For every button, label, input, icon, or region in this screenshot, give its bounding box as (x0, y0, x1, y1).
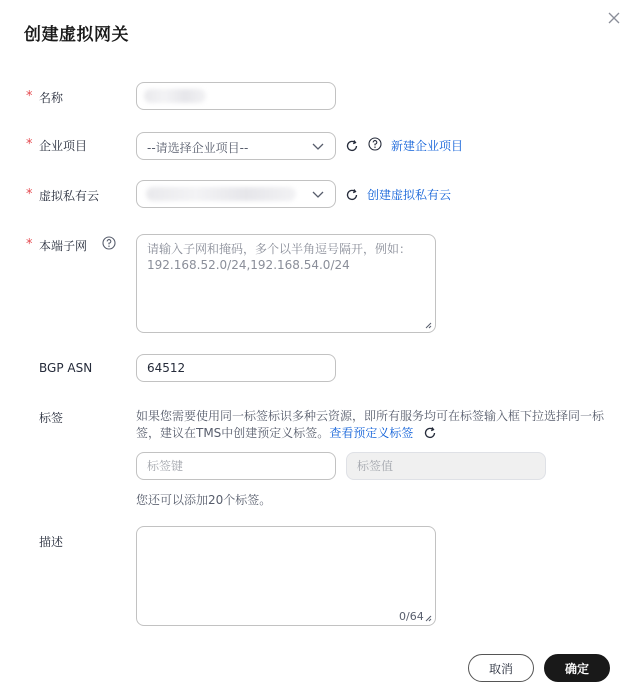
chevron-down-icon (311, 187, 325, 201)
required-mark: * (26, 237, 33, 252)
vpc-value-redacted (146, 187, 296, 201)
tags-remaining-text: 您还可以添加20个标签。 (136, 493, 272, 507)
name-label: 名称 (39, 91, 64, 105)
tag-key-input[interactable] (136, 452, 336, 480)
enterprise-project-selected: --请选择企业项目-- (147, 141, 249, 155)
confirm-button[interactable]: 确定 (544, 654, 610, 682)
view-predefined-tags-link[interactable]: 查看预定义标签 (329, 426, 414, 440)
refresh-icon[interactable] (423, 426, 437, 440)
bgp-asn-input[interactable] (136, 354, 336, 382)
refresh-icon[interactable] (345, 139, 359, 153)
tags-hint-text: 如果您需要使用同一标签标识多种云资源，即所有服务均可在标签输入框下拉选择同一标签，建议在TMS中创建预定义标签。 (136, 409, 605, 440)
description-char-counter: 0/64 (399, 610, 424, 623)
help-icon[interactable] (102, 236, 116, 250)
cancel-button[interactable]: 取消 (468, 654, 534, 682)
local-subnet-textarea[interactable] (136, 234, 436, 333)
resize-handle-icon[interactable] (424, 321, 432, 329)
tag-value-input[interactable] (346, 452, 546, 480)
description-label: 描述 (39, 535, 64, 549)
refresh-icon[interactable] (345, 188, 359, 202)
create-vpc-link[interactable]: 创建虚拟私有云 (367, 188, 452, 202)
local-subnet-label: 本端子网 (39, 239, 88, 253)
name-value-redacted (144, 89, 206, 103)
tags-label: 标签 (39, 411, 64, 425)
bgp-asn-label: BGP ASN (39, 361, 93, 375)
vpc-label: 虚拟私有云 (39, 189, 100, 203)
required-mark: * (26, 187, 33, 202)
required-mark: * (26, 89, 33, 104)
help-icon[interactable] (368, 137, 382, 151)
chevron-down-icon (311, 139, 325, 153)
dialog-title: 创建虚拟网关 (24, 25, 129, 45)
enterprise-project-select[interactable] (136, 132, 336, 160)
close-icon[interactable] (606, 10, 622, 26)
description-textarea[interactable] (136, 526, 436, 626)
create-enterprise-project-link[interactable]: 新建企业项目 (391, 139, 464, 153)
tags-hint (136, 408, 611, 442)
resize-handle-icon[interactable] (424, 614, 432, 622)
required-mark: * (26, 137, 33, 152)
enterprise-project-label: 企业项目 (39, 139, 88, 153)
